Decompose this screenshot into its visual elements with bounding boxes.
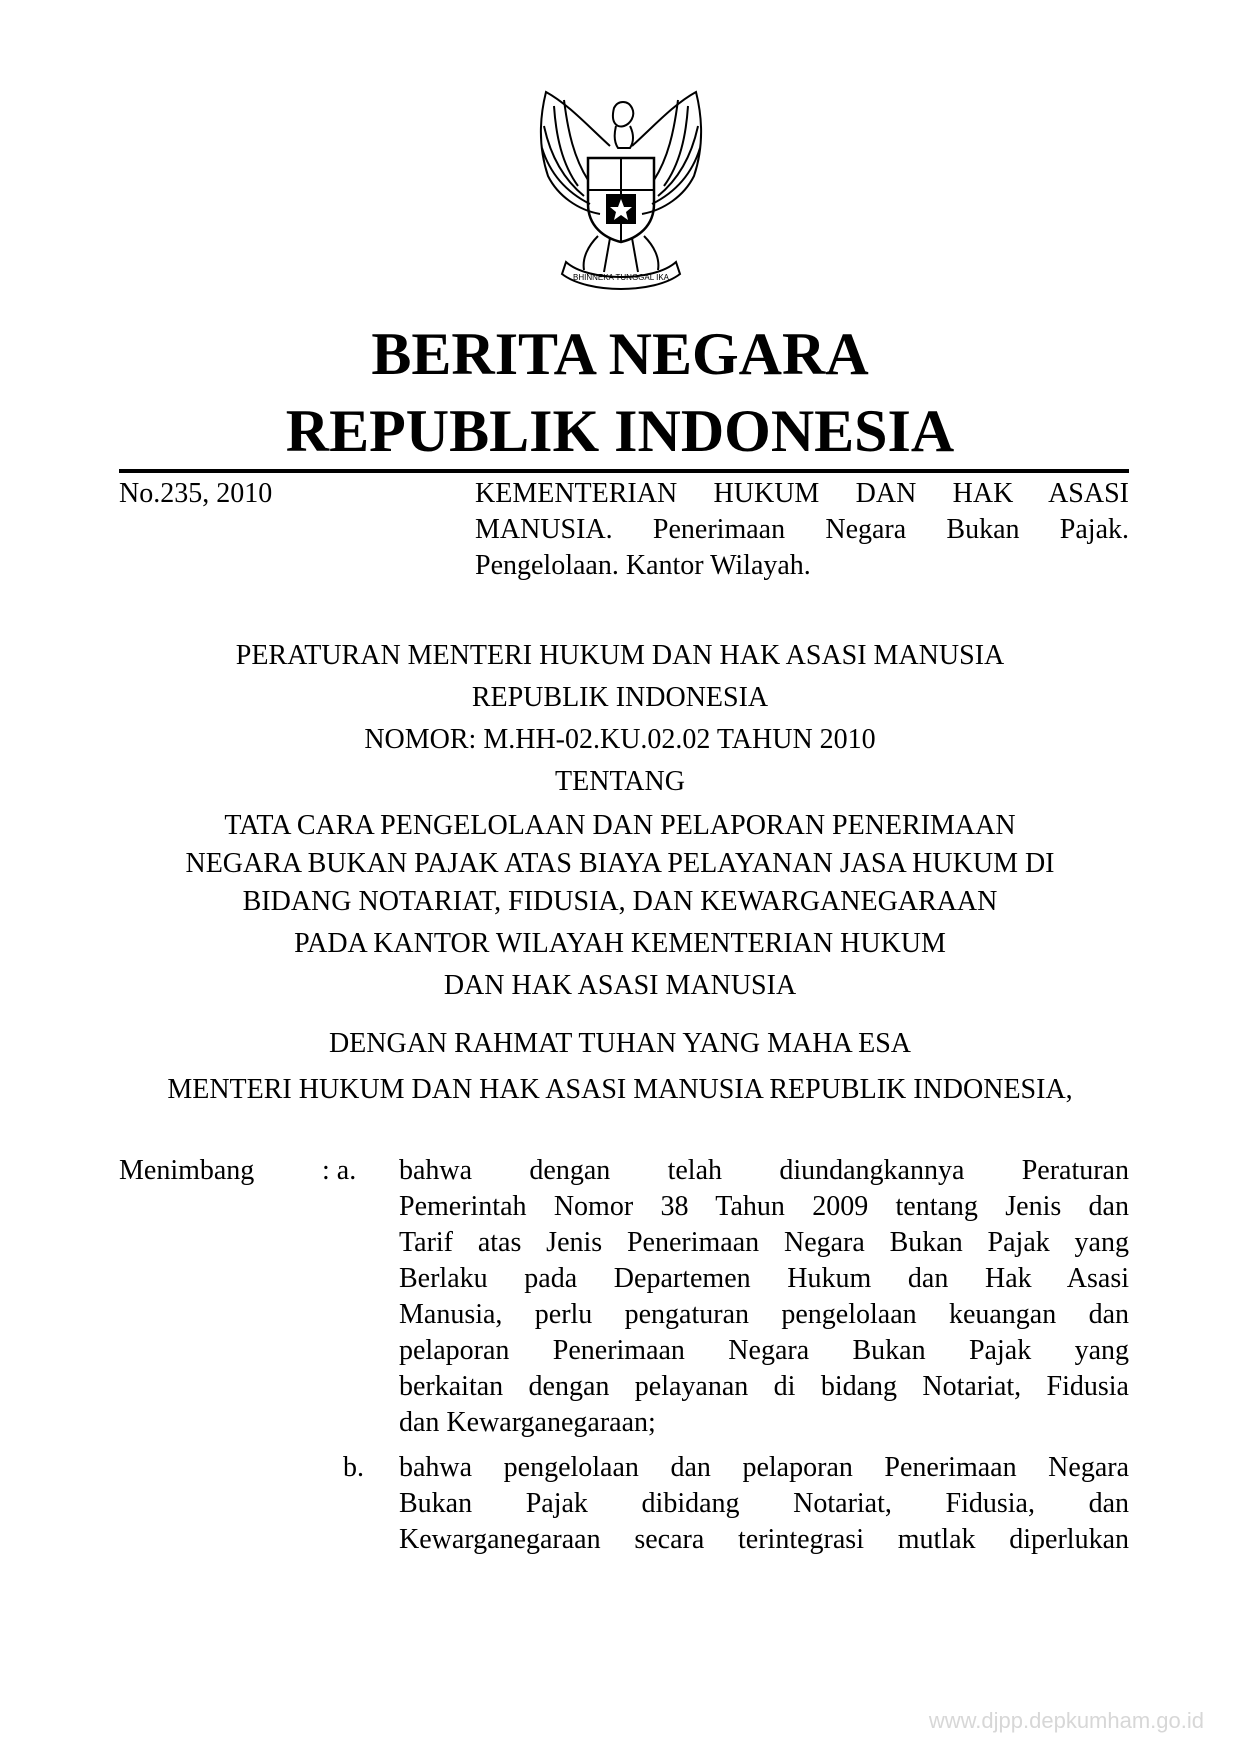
paragraph-line: Bukan Pajak dibidang Notariat, Fidusia, dan (399, 1488, 1129, 1519)
item-a-text (399, 1153, 1129, 1441)
subject-line: Pengelolaan. Kantor Wilayah. (475, 550, 811, 581)
regulation-title-line: PERATURAN MENTERI HUKUM DAN HAK ASASI MANUSIA (235, 640, 1005, 671)
menimbang-label: Menimbang (119, 1155, 255, 1186)
regulation-tentang: TENTANG (555, 766, 685, 797)
paragraph-line: berkaitan dengan pelayanan di bidang Notariat, Fidusia (399, 1371, 1129, 1402)
paragraph-line: pelaporan Penerimaan Negara Bukan Pajak yang (399, 1335, 1129, 1366)
gazette-number: No.235, 2010 (119, 478, 273, 509)
emblem-motto: BHINNEKA TUNGGAL IKA (572, 273, 670, 282)
masthead-title: BERITA NEGARA (371, 321, 869, 387)
regulation-number: NOMOR: M.HH-02.KU.02.02 TAHUN 2010 (364, 724, 876, 755)
gazette-subject (475, 476, 1129, 584)
regulation-subject-line: TATA CARA PENGELOLAAN DAN PELAPORAN PENERIMAAN (224, 810, 1016, 841)
paragraph-line: Manusia, perlu pengaturan pengelolaan keuangan dan (399, 1299, 1129, 1330)
item-b-text (399, 1450, 1129, 1558)
paragraph-line: Kewarganegaraan secara terintegrasi mutlak diperlukan (399, 1524, 1129, 1555)
paragraph-line: bahwa pengelolaan dan pelaporan Penerimaan Negara (399, 1452, 1129, 1483)
preamble-line: MENTERI HUKUM DAN HAK ASASI MANUSIA REPUBLIK INDONESIA, (167, 1074, 1073, 1105)
garuda-pancasila-emblem-icon (518, 86, 724, 300)
masthead-divider (119, 469, 1129, 473)
item-a-marker: : a. (322, 1155, 357, 1186)
watermark: www.djpp.depkumham.go.id (928, 1708, 1204, 1733)
paragraph-line: bahwa dengan telah diundangkannya Peraturan (399, 1155, 1129, 1186)
paragraph-line: dan Kewarganegaraan; (399, 1407, 656, 1438)
preamble-line: DENGAN RAHMAT TUHAN YANG MAHA ESA (328, 1028, 912, 1059)
subject-line: MANUSIA. Penerimaan Negara Bukan Pajak. (475, 514, 1129, 545)
paragraph-line: Pemerintah Nomor 38 Tahun 2009 tentang Jenis dan (399, 1191, 1129, 1222)
paragraph-line: Berlaku pada Departemen Hukum dan Hak Asasi (399, 1263, 1129, 1294)
subject-line: KEMENTERIAN HUKUM DAN HAK ASASI (475, 478, 1129, 509)
paragraph-line: Tarif atas Jenis Penerimaan Negara Bukan Pajak yang (399, 1227, 1129, 1258)
regulation-subject-line: BIDANG NOTARIAT, FIDUSIA, DAN KEWARGANEGARAAN (242, 886, 998, 917)
regulation-title-line: REPUBLIK INDONESIA (471, 682, 769, 713)
regulation-subject-line: NEGARA BUKAN PAJAK ATAS BIAYA PELAYANAN JASA HUKUM DI (185, 848, 1055, 879)
regulation-subject-line: DAN HAK ASASI MANUSIA (443, 970, 797, 1001)
item-b-marker: b. (343, 1452, 364, 1483)
masthead-subtitle: REPUBLIK INDONESIA (285, 398, 955, 464)
regulation-subject-line: PADA KANTOR WILAYAH KEMENTERIAN HUKUM (294, 928, 946, 959)
